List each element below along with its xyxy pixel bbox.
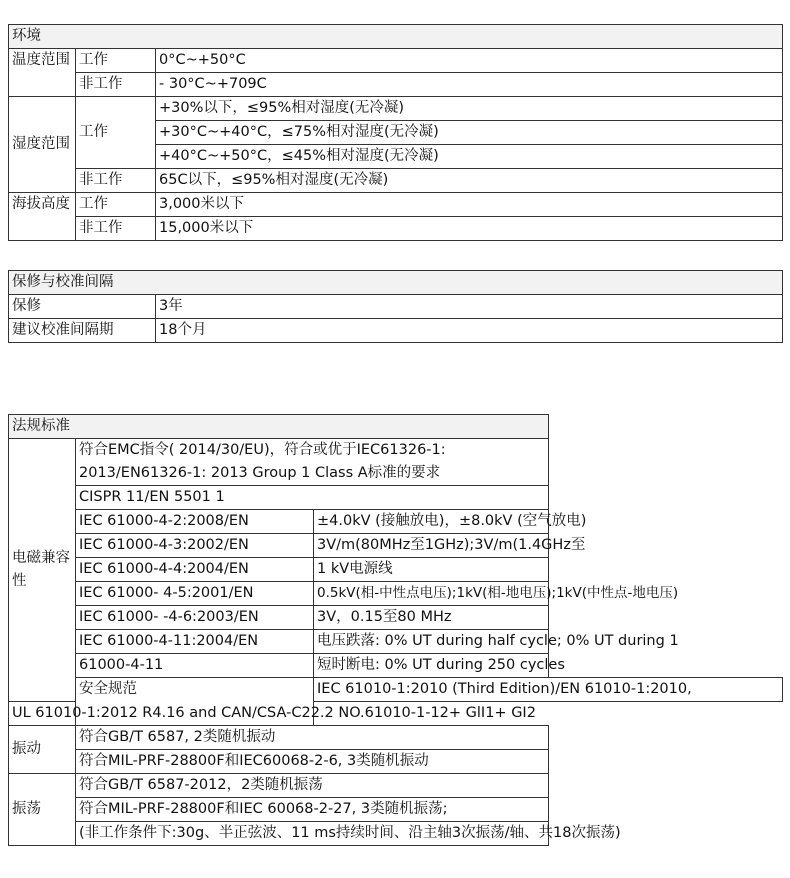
iec-value: 3V/m(80MHz至1GHz);3V/m(1.4GHz至: [314, 534, 549, 558]
safety-standard: IEC 61010-1:2010 (Third Edition)/EN 61010-1:2010,: [314, 678, 783, 702]
warranty-value: 3年: [156, 295, 783, 319]
vibration-standard: 符合GB/T 6587, 2类随机振动: [76, 726, 549, 750]
regulatory-table: [8, 414, 783, 846]
iec-standard: IEC 61000- 4-5:2001/EN: [76, 582, 314, 606]
non-working-label: 非工作: [76, 169, 156, 193]
shock-label: 振荡: [9, 774, 76, 846]
non-working-label: 非工作: [76, 73, 156, 97]
iec-standard: IEC 61000-4-11:2004/EN: [76, 630, 314, 654]
warranty-table: [8, 270, 783, 343]
iec-standard: IEC 61000- -4-6:2003/EN: [76, 606, 314, 630]
altitude-non-working-value: 15,000米以下: [156, 217, 783, 241]
humidity-non-working-value: 65C以下，≤95%相对湿度(无冷凝): [156, 169, 783, 193]
page-fragment: [36, 874, 96, 878]
vibration-label: 振动: [9, 726, 76, 774]
calibration-label: 建议校准间隔期: [9, 319, 156, 343]
humidity-value: +30°C~+40°C，≤75%相对湿度(无冷凝): [156, 121, 783, 145]
iec-standard: IEC 61000-4-3:2002/EN: [76, 534, 314, 558]
shock-standard: 符合GB/T 6587-2012，2类随机振荡: [76, 774, 549, 798]
safety-label: 安全规范: [76, 678, 314, 726]
environment-table: [8, 24, 783, 241]
iec-standard: 61000-4-11: [76, 654, 314, 678]
temperature-label: 温度范围: [9, 49, 76, 97]
regulatory-title: 法规标准: [9, 415, 549, 439]
iec-standard: IEC 61000-4-4:2004/EN: [76, 558, 314, 582]
iec-value: 电压跌落: 0% UT during half cycle; 0% UT during 1: [314, 630, 549, 654]
safety-standard: UL 61010-1:2012 R4.16 and CAN/CSA-C22.2 NO.61010-1-12+ GlI1+ GI2: [9, 702, 314, 726]
iec-standard: IEC 61000-4-2:2008/EN: [76, 510, 314, 534]
calibration-value: 18个月: [156, 319, 783, 343]
working-label: 工作: [76, 49, 156, 73]
non-working-label: 非工作: [76, 217, 156, 241]
warranty-title: 保修与校准间隔: [9, 271, 783, 295]
warranty-label: 保修: [9, 295, 156, 319]
emc-label: 电磁兼容性: [9, 439, 76, 702]
emc-directive: 符合EMC指令( 2014/30/EU)，符合或优于IEC61326-1: 2013/EN61326-1: 2013 Group 1 Class A标准的要求: [76, 439, 549, 486]
vibration-standard: 符合MIL-PRF-28800F和IEC60068-2-6, 3类随机振动: [76, 750, 549, 774]
temp-non-working-value: - 30°C~+709C: [156, 73, 783, 97]
cispr-standard: CISPR 11/EN 5501 1: [76, 486, 549, 510]
iec-value: 1 kV电源线: [314, 558, 549, 582]
temp-working-value: 0°C~+50°C: [156, 49, 783, 73]
iec-value: ±4.0kV (接触放电)，±8.0kV (空气放电): [314, 510, 549, 534]
iec-value: 0.5kV(相-中性点电压);1kV(相-地电压);1kV(中性点-地电压): [314, 582, 549, 606]
iec-value: 短时断电: 0% UT during 250 cycles: [314, 654, 549, 678]
working-label: 工作: [76, 97, 156, 169]
humidity-value: +40°C~+50°C，≤45%相对湿度(无冷凝): [156, 145, 783, 169]
altitude-label: 海拔高度: [9, 193, 76, 241]
humidity-value: +30%以下，≤95%相对湿度(无冷凝): [156, 97, 783, 121]
iec-value: 3V，0.15至80 MHz: [314, 606, 549, 630]
shock-standard: (非工作条件下:30g、半正弦波、11 ms持续时间、沿主轴3次振荡/轴、共18次振荡): [76, 822, 549, 846]
environment-title: 环境: [9, 25, 783, 49]
altitude-working-value: 3,000米以下: [156, 193, 783, 217]
humidity-label: 湿度范围: [9, 97, 76, 193]
working-label: 工作: [76, 193, 156, 217]
shock-standard: 符合MIL-PRF-28800F和IEC 60068-2-27, 3类随机振荡;: [76, 798, 549, 822]
